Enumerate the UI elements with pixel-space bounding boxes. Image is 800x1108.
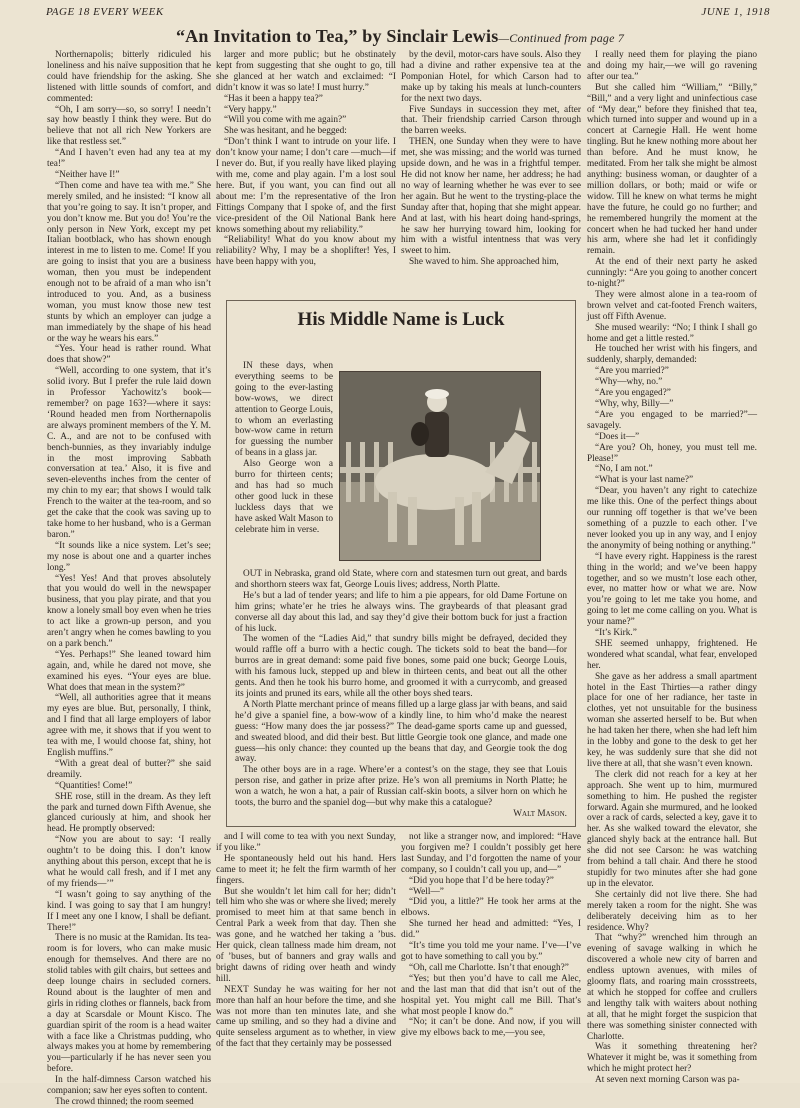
paragraph: “Very happy.” xyxy=(224,104,277,115)
paragraph: “No, I am not.” xyxy=(595,464,653,475)
page-header xyxy=(46,6,770,22)
paragraph: “And I haven’t even had any tea at my tea!” xyxy=(47,148,211,170)
column-3-bottom xyxy=(401,832,581,1078)
paragraph: Northernapolis; bitterly ridiculed his loneliness and his naïve supposition that he could have friendship for the asking. She listened with little sounds of comfort, and commented: xyxy=(47,50,211,104)
paragraph: “Are you? Oh, honey, you must tell me. Please!” xyxy=(587,442,757,464)
paragraph: “Oh, call me Charlotte. Isn’t that enough?” xyxy=(409,962,569,973)
paragraph: “Then come and have tea with me.” She merely smiled, and he insisted: “I know all that you’re going to say. It isn’t proper, and you don’t know me. But you do! You’re the only person in New York, except my pet Italian bootblack, who has shown enough interest in me to listen to me. Come! If you are going to insist that you are a business woman, then you must be independent enough not to be afraid of a man who isn’t introduced to you. And, as a business woman, you must know those new test stunts by which an employer can judge a man immediately by the shape of his head or the way he wears his ears.” xyxy=(47,180,211,344)
poem-paragraph: OUT in Nebraska, grand old State, where corn and statesmen turn out great, and bards and shorthorn steers wax fat, George Louis lives; address, North Platte. xyxy=(235,569,567,590)
paragraph: “Dear, you haven’t any right to catechize me like this. One of the perfect things about our running off together is that we’ve been something of a puzzle to each other. I’ve never looked you up in any way, and I enjoy the anonymity of being nothing or anything.” xyxy=(587,486,757,551)
poem-signature: Walt Mason. xyxy=(513,808,567,819)
paragraph: At seven next morning Carson was pa- xyxy=(595,1075,740,1086)
paragraph: “Now you are about to say: ‘I really oughtn’t to be doing this. I don’t know anything about this person, except that he is what he would call fresh, and if I met any of my friends—’” xyxy=(47,835,211,889)
paragraph: “No; it can’t be done. And now, if you will give my elbows back to me,—you see, xyxy=(401,1017,581,1039)
paragraph: “Why—why, no.” xyxy=(595,377,663,388)
paragraph: SHE seemed unhappy, frightened. He wondered what scandal, what fear, enveloped her. xyxy=(587,638,757,671)
paragraph: “Why, why, Billy—” xyxy=(595,399,674,409)
paragraph: THEN, one Sunday when they were to have met, she was missing; and the world was turned upside down, and he was in a frightful temper. He did not know her name, her address; he had no way of learning whether he was ever to see her again. But he went to the trysting-place the Sunday after that, hoping that she might appear. And at last, with his heart doing hand-springs, he saw her hurrying toward him, looking for him with a wistful intentness that was very sweet to him. xyxy=(401,137,581,257)
box-intro xyxy=(235,361,333,561)
paragraph: “Has it been a happy tea?” xyxy=(224,93,323,104)
column-2-top xyxy=(216,50,396,268)
paragraph: “Don’t think I want to intrude on your life. I don’t know your name; I don’t care —much—if I never do. But, if you really have liked playing with me, come and play again. I’m a lost soul here. But, if you want, you can find out all about me: I’m the representative of the Iron Fittings Company that I spoke of, and the first vice-president of the Oil National Bank here knows something about my reliability.” xyxy=(216,137,396,235)
paragraph: But she called him “William,” “Billy,” “Bill,” and a very light and uninfectious case of “My dear,” before they finished that tea, which turned into supper and wound up in a concert at Carnegie Hall. He went home tingling. But he knew nothing more about her than before. And he must know, he meditated. From her talk she might be almost anything: business woman, or daughter of a million dollars, or both; maid or wife or widow. Till he knew on what terms he might have the future, he could go no further; and he remembered hungrily the moment at the concert when he had tucked her hand under his arm, where she had let it confidingly remain. xyxy=(587,82,757,257)
paragraph: “Well, all authorities agree that it means my eyes are blue. But, personally, I think, and I find that all large employers of labor agree with me, it shows that if you went to tea with me, I would choose fat, shiny, hot English muffins.” xyxy=(47,693,211,758)
paragraph: and I will come to tea with you next Sunday, if you like.” xyxy=(216,832,396,853)
paragraph: “It’s Kirk.” xyxy=(595,628,637,639)
box-paragraph: IN these days, when everything seems to be going to the ever-lasting bow-wows, we direct attention to George Louis, to whom an everlasting bow-wow came in return for guessing the number of beans in a glass jar. xyxy=(235,361,333,459)
paragraph: In the half-dimness Carson watched his companion; saw her eyes soften to content. xyxy=(47,1075,211,1097)
paragraph: “It’s time you told me your name. I’ve—I’ve got to have something to call you by.” xyxy=(401,941,581,962)
paragraph: not like a stranger now, and implored: “Have you forgiven me? I couldn’t possibly get here last Sunday, and I’d forgotten the name of your company, so I couldn’t call you up, and—” xyxy=(401,832,581,875)
paragraph: “Does it—” xyxy=(595,431,640,442)
paragraph: “Well, according to one system, that it’s solid ivory. But I prefer the rule laid down in Professor Yachowitz’s book—remember? on page 163?—where it says: ‘Round headed men from Northernapolis are always prominent members of the Y. M. C. A., and are not to be confused with bench-bunnies, as they invariably indulge in the most improving Sabbath conversation at tea.’ Also, it is five and seven-elevenths inches from the center of my chin to my ear; that shows I would talk French to the waiter at the tea-room, and so get the cake that the cook was saving up to take home to her husband, who is a German baron.” xyxy=(47,366,211,540)
paragraph: by the devil, motor-cars have souls. Also they had a divine and rather expensive tea at the Pomponian Hotel, for which Carson had to make up by taking his meals at lunch-counters for the next two days. xyxy=(401,50,581,104)
paragraph: “Well—” xyxy=(409,886,444,897)
paragraph: “I have every right. Happiness is the rarest thing in the world; and we’ve been happy together, and so we mustn’t lose each other, ever, no matter how or what we are. Now you’re going to let me take you home, and going to let me come calling on you. What is your name?” xyxy=(587,551,757,628)
box-paragraph: Also George won a burro for thirteen cents; and has had so much other good luck in these luckless days that we have asked Walt Mason to celebrate him in verse. xyxy=(235,459,333,535)
paragraph: But she wouldn’t let him call for her; didn’t tell him who she was or where she lived; merely promised to meet him at that same bench in Central Park a week from that day. Then she was gone, and he watched her taking a ’bus. Her quick, clean tallness made him dream, not of ’buses, but of banners and gray walls and bright dawns of riding over heath and windy hill. xyxy=(216,886,396,984)
column-2-bottom xyxy=(216,832,396,1078)
paragraph: They were almost alone in a tea-room of brown velvet and cat-footed French waiters, just off Fifth Avenue. xyxy=(587,289,757,322)
column-1 xyxy=(47,50,211,1107)
paragraph: “I wasn’t going to say anything of the kind. I was going to say that I am hungry! If I meet any one I know, I shall be defiant. There!” xyxy=(47,889,211,933)
photo-illustration xyxy=(340,372,540,560)
paragraph: The crowd thinned; the room seemed xyxy=(55,1097,194,1107)
paragraph: She certainly did not live there. She had merely taken a room for the night. She was deliberately deceiving him as to her residence. Why? xyxy=(587,889,757,933)
paragraph: “It sounds like a nice system. Let’s see; my nose is about one and a quarter inches long.” xyxy=(47,540,211,573)
paragraph: I really need them for playing the piano and doing my hair,—we will go ravening after our tea.” xyxy=(587,50,757,82)
paragraph: “Oh, I am sorry—so, so sorry! I needn’t say how beastly I think they were. But do believe that not all rich New Yorkers are like that restless set.” xyxy=(47,104,211,148)
paragraph: “Quantities! Come!” xyxy=(55,780,133,791)
poem-paragraph: The other boys are in a rage. Where’er a contest’s on the stage, they see that Louis person rise, and gather in prize after prize. He’s won all premiums in North Platte; he won a watch, he won a hat, a pair of Russian calf-skin boots, a silver horn on which he toots, the burro and the spaniel dog—but why make this a catalogue? xyxy=(235,765,567,809)
box-title: His Middle Name is Luck xyxy=(297,309,505,330)
paragraph: “Will you come with me again?” xyxy=(224,115,347,126)
header-left: PAGE 18 EVERY WEEK xyxy=(46,6,164,18)
paragraph: “Did you hope that I’d be here today?” xyxy=(409,875,554,886)
paragraph: She mused wearily: “No; I think I shall go home and get a little rested.” xyxy=(587,322,757,344)
poem-paragraph: The women of the “Ladies Aid,” that sundry bills might be defrayed, decided they would raffle off a burro with a hectic cough. The tickets sold to beat the band—for burros are in great demand: some paid five bones, some paid one buck; George Louis, with his famous luck, stepped up and blew in thirteen cents, and beat out all the other gents. And then he took his burro home, and groomed it with a currycomb, and greased its joints and pruned its ears, while all the other boys shed tears. xyxy=(235,634,567,699)
column-4 xyxy=(587,50,757,1086)
paragraph: SHE rose, still in the dream. As they left the park and turned down Fifth Avenue, she glanced curiously at him, and shook her head. He promptly observed: xyxy=(47,791,211,835)
story-continued: —Continued from page 7 xyxy=(498,31,625,45)
photo-boy-burro xyxy=(339,371,541,561)
column-3-top xyxy=(401,50,581,268)
paragraph: There is no music at the Ramidan. Its tea-room is for lovers, who can make music enough for themselves. And there are no stolid tables with gilt chairs, but settees and deep lounge chairs in secluded corners. Round about is the laughter of men and girls in riding clothes or flannels, back from a day at Scarsdale or Mount Kisco. The guardian spirit of the room is a head waiter with a face like a Christmas pudding, who always makes you at home by remembering you—particularly if he has never seen you before. xyxy=(47,933,211,1075)
paragraph: “With a great deal of butter?” she said dreamily. xyxy=(47,758,211,780)
paragraph: “Are you married?” xyxy=(595,366,669,377)
header-date: JUNE 1, 1918 xyxy=(701,6,770,18)
paragraph: At the end of their next party he asked cunningly: “Are you going to another concert to-night?” xyxy=(587,257,757,290)
paragraph: larger and more public; but he obstinately kept from suggesting that she ought to go, till she glanced at her watch and exclaimed: “I didn’t know it was so late! I must hurry.” xyxy=(216,50,396,93)
paragraph: “Did you, a little?” He took her arms at the elbows. xyxy=(401,897,581,919)
paragraph: She gave as her address a small apartment hotel in the East Thirties—a rather dingy place for one of her radiance, her taste in clothes, yet not unsuitable for the business woman she asserted herself to be. But when he had taken her there, when she had left him in the lobby and gone to the desk to get her key, he was suddenly sure that she did not live there at all, that she wasn’t even known. xyxy=(587,671,757,769)
story-title-main: “An Invitation to Tea,” by Sinclair Lewis xyxy=(175,26,499,46)
paragraph: He touched her wrist with his fingers, and suddenly, sharply, demanded: xyxy=(587,344,757,366)
paragraph: That “why?” wrenched him through an evening of savage walking in which he discovered a whole new city of barren and endless uptown avenues, with miles of gloomy flats, and roaring main crossstreets, at which he stopped for coffee and crullers and lengthy talk with waiters about nothing at all, that he might forget the suspicion that there was something sinister connected with Charlotte. xyxy=(587,933,757,1042)
paragraph: “Yes. Perhaps!” She leaned toward him again, and, while he dared not move, she examined his eyes. “Your eyes are blue. What does that mean in the system?” xyxy=(47,649,211,693)
paragraph: “Yes; but then you’d have to call me Alec, and the last man that did that isn’t out of the hospital yet. You might call me Bill. That’s what most people I know do.” xyxy=(401,973,581,1017)
paragraph: “Yes! Yes! And that proves absolutely that you would do well in the newspaper business, that you play pirate, and that you know a lonely small boy even when he tries to act like a grown-up person, and you aren’t angry when he comes bawling to you on a park bench.” xyxy=(47,573,211,649)
sidebar-box xyxy=(226,300,576,827)
paragraph: “Are you engaged?” xyxy=(595,388,671,399)
paragraph: “Yes. Your head is rather round. What does that show?” xyxy=(47,344,211,366)
poem-paragraph: A North Platte merchant prince of means filled up a large glass jar with beans, and said he’d give a spaniel fine, a bow-wow of a kindly line, to him who’d make the nearest guess: “How many does the jar possess?” The dead-game sports came up and guessed, and sweated blood, and did their best. But little Georgie took one glance, and made one guess—his only chance: they counted up the beans that day, and Georgie took the dog away. xyxy=(235,699,567,765)
paragraph: The clerk did not reach for a key at her approach. She went up to him, murmured something to him. He pushed the register forward. Again she murmured, and he looked over a rack of cards, selected a key, gave it to her. As she walked toward the elevator, she glanced shyly back at the entrance hall. But she did not see Carson: he was watching from behind a tall chair. And there he stood stupidly for two minutes after she had gone up in the elevator. xyxy=(587,769,757,889)
paragraph: NEXT Sunday he was waiting for her not more than half an hour before the time, and she was not more than ten minutes late, and she came up smiling, and so they had a divine and quite senseless argument as to whether, in view of the fact that they certainly may be possessed xyxy=(216,984,396,1050)
paragraph: She waved to him. She approached him, xyxy=(409,257,559,268)
paragraph: “What is your last name?” xyxy=(595,475,694,486)
paragraph: He spontaneously held out his hand. Hers came to meet it; he felt the firm warmth of her fingers. xyxy=(216,853,396,886)
paragraph: “Reliability! What do you know about my reliability? Why, I may be a shoplifter! Yes, I have been happy with you, xyxy=(216,235,396,268)
paragraph: Five Sundays in succession they met, after that. Their friendship carried Carson through the barren weeks. xyxy=(401,104,581,137)
paragraph: Was it something threatening her? Whatever it might be, was it something from which he might protect her? xyxy=(587,1042,757,1075)
story-title xyxy=(0,26,800,47)
paragraph: “Neither have I!” xyxy=(55,169,120,180)
paragraph: “Are you engaged to be married?”—savagely. xyxy=(587,409,757,431)
box-poem xyxy=(235,569,567,821)
poem-paragraph: He’s but a lad of tender years; and life to him a pie appears, for old Dame Fortune on him grins; whate’er he tries he always wins. The graybeards of that pleasant grad converse all day about this lad, and say they’d give their bottom buck for just a fraction of his luck. xyxy=(235,590,567,634)
paragraph: She was hesitant, and he begged: xyxy=(224,126,347,137)
paragraph: She turned her head and admitted: “Yes, I did.” xyxy=(401,919,581,941)
